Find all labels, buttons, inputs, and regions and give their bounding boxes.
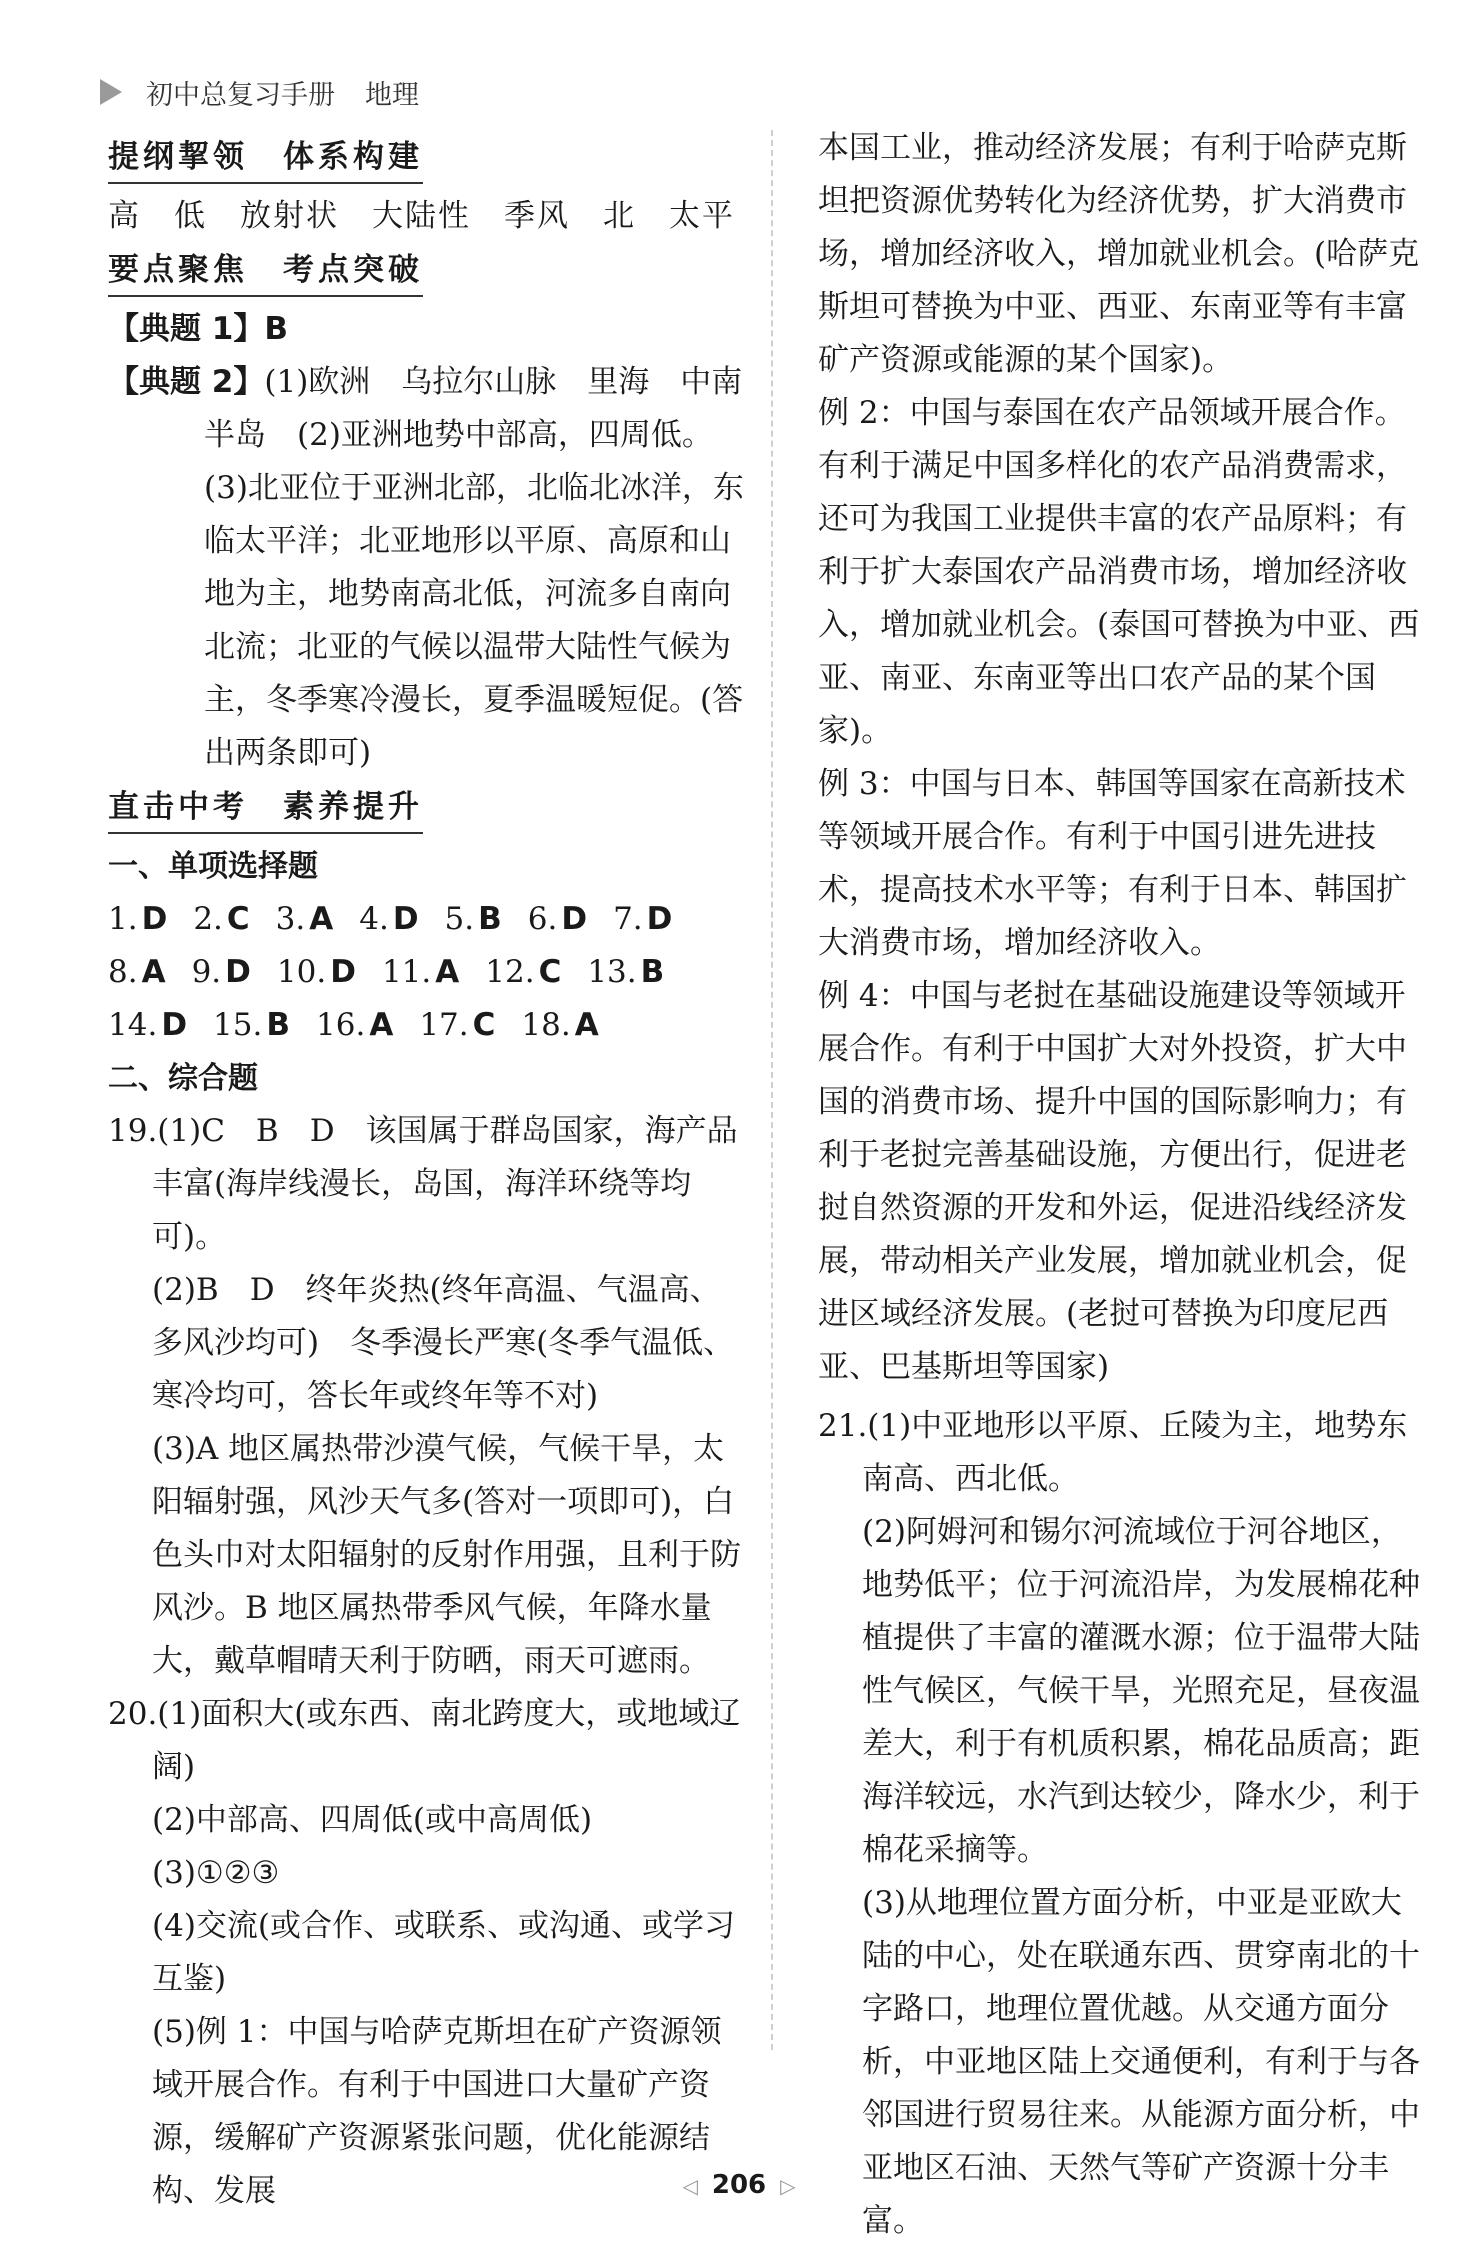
choice-letter: A bbox=[369, 1007, 394, 1043]
q20-part3: (3)①②③ bbox=[152, 1855, 280, 1891]
choice-number: 12. bbox=[485, 954, 535, 990]
choice-letter: A bbox=[141, 954, 166, 990]
right-arrow-icon: ▷ bbox=[780, 2174, 796, 2198]
choice-letter: A bbox=[435, 954, 460, 990]
choice-letter: A bbox=[574, 1007, 599, 1043]
choice-number: 4. bbox=[359, 901, 389, 937]
section-title-keypoints: 要点聚焦 考点突破 bbox=[108, 247, 423, 297]
choice-answers bbox=[108, 893, 748, 1052]
choice-answer bbox=[192, 946, 251, 999]
choice-letter: B bbox=[640, 954, 665, 990]
choice-number: 8. bbox=[108, 954, 138, 990]
q20-part2: (2)中部高、四周低(或中高周低) bbox=[152, 1802, 593, 1838]
choice-letter: C bbox=[226, 901, 250, 937]
choice-number: 3. bbox=[275, 901, 306, 937]
q21-part3: (3)从地理位置方面分析，中亚是亚欧大陆的中心，处在联通东西、贯穿南北的十字路口，地理位置优越。从交通方面分析，中亚地区陆上交通便利，有利于与各邻国进行贸易往来。从能源方面分析，中亚地区石油、天然气等矿产资源十分丰富。 bbox=[862, 1885, 1420, 2239]
q20-example4: 例 4：中国与老挝在基础设施建设等领域开展合作。有利于中国扩大对外投资，扩大中国的消费市场、提升中国的国际影响力；有利于老挝完善基础设施，方便出行，促进老挝自然资源的开发和外运，促进沿线经济发展，带动相关产业发展，增加就业机会，促进区域经济发展。(老挝可替换为印度尼西亚、巴基斯坦等国家) bbox=[818, 978, 1407, 1385]
left-arrow-icon: ◁ bbox=[682, 2174, 698, 2198]
choice-number: 15. bbox=[213, 1007, 263, 1043]
dian2-text2: (3)北亚位于亚洲北部，北临北冰洋，东临太平洋；北亚地形以平原、高原和山地为主，地势南高北低，河流多自南向北流；北亚的气候以温带大陆性气候为主，冬季寒冷漫长，夏季温暖短促。(答出两条即可) bbox=[204, 470, 744, 771]
left-column bbox=[108, 130, 748, 2218]
choice-letter: B bbox=[266, 1007, 290, 1043]
dian2-label: 【典题 2】 bbox=[108, 364, 265, 400]
q20-part5-cont: 本国工业，推动经济发展；有利于哈萨克斯坦把资源优势转化为经济优势，扩大消费市场，增加经济收入，增加就业机会。(哈萨克斯坦可替换为中亚、西亚、东南亚等有丰富矿产资源或能源的某个国家)。 bbox=[818, 130, 1420, 378]
choice-answer bbox=[316, 999, 393, 1052]
section-title-exam: 直击中考 素养提升 bbox=[108, 784, 423, 834]
choice-letter: C bbox=[538, 954, 562, 990]
choice-number: 17. bbox=[419, 1007, 469, 1043]
comp-title: 二、综合题 bbox=[108, 1061, 258, 1096]
choice-letter: D bbox=[392, 901, 419, 937]
choice-letter: A bbox=[309, 901, 334, 937]
choice-letter: D bbox=[225, 954, 251, 990]
choice-number: 11. bbox=[381, 954, 432, 990]
choice-letter: D bbox=[141, 901, 168, 937]
q19-part2: (2)B D 终年炎热(终年高温、气温高、多风沙均可) 冬季漫长严寒(冬季气温低、寒冷均可，答长年或终年等不对) bbox=[152, 1272, 735, 1414]
choice-number: 18. bbox=[521, 1007, 571, 1043]
choice-answer bbox=[587, 946, 664, 999]
choice-answer bbox=[193, 893, 249, 946]
q21-part1: 21.(1)中亚地形以平原、丘陵为主，地势东南高、西北低。 bbox=[818, 1408, 1408, 1497]
choice-number: 2. bbox=[193, 901, 223, 937]
choice-answer bbox=[485, 946, 561, 999]
choice-answer bbox=[382, 946, 459, 999]
choice-number: 6. bbox=[527, 901, 558, 937]
choice-number: 14. bbox=[108, 1007, 158, 1043]
choice-title: 一、单项选择题 bbox=[108, 849, 318, 884]
choice-answer bbox=[276, 893, 334, 946]
choice-answer bbox=[108, 893, 167, 946]
page-header bbox=[100, 68, 419, 116]
q20-example3: 例 3：中国与日本、韩国等国家在高新技术等领域开展合作。有利于中国引进先进技术，提高技术水平等；有利于日本、韩国扩大消费市场，增加经济收入。 bbox=[818, 766, 1407, 961]
choice-letter: D bbox=[161, 1007, 188, 1043]
dian2-text1: (1)欧洲 乌拉尔山脉 里海 中南半岛 (2)亚洲地势中部高，四周低。 bbox=[204, 364, 743, 453]
dian1-answer: B bbox=[264, 311, 289, 347]
dian1-label: 【典题 1】 bbox=[108, 311, 265, 347]
choice-letter: D bbox=[561, 901, 588, 937]
book-title: 初中总复习手册 bbox=[146, 79, 335, 111]
choice-number: 10. bbox=[276, 954, 327, 990]
page-number: 206 bbox=[711, 2170, 767, 2200]
q20-part1: 20.(1)面积大(或东西、南北跨度大，或地域辽阔) bbox=[108, 1696, 741, 1785]
right-column bbox=[818, 122, 1428, 2248]
choice-number: 5. bbox=[444, 901, 475, 937]
choice-letter: B bbox=[478, 901, 502, 937]
choice-number: 7. bbox=[613, 901, 643, 937]
column-divider bbox=[771, 130, 773, 2050]
choice-answer bbox=[613, 893, 672, 946]
dian2-line1 bbox=[108, 356, 748, 462]
q19-part3: (3)A 地区属热带沙漠气候，气候干旱，太阳辐射强，风沙天气多(答对一项即可)，白色头巾对太阳辐射的反射作用强，且利于防风沙。B 地区属热带季风气候，年降水量大，戴草帽晴天利于防晒，雨天可遮雨。 bbox=[152, 1431, 741, 1679]
choice-answer bbox=[277, 946, 356, 999]
q20-part4: (4)交流(或合作、或联系、或沟通、或学习互鉴) bbox=[152, 1908, 736, 1997]
blank-answers: 高 低 放射状 大陆性 季风 北 太平 bbox=[108, 198, 735, 234]
triangle-marker-icon bbox=[100, 79, 122, 105]
choice-letter: D bbox=[646, 901, 673, 937]
choice-number: 13. bbox=[587, 954, 637, 990]
dian1-line bbox=[108, 303, 748, 356]
q21-part2: (2)阿姆河和锡尔河流域位于河谷地区，地势低平；位于河流沿岸，为发展棉花种植提供了丰富的灌溉水源；位于温带大陆性气候区，气候干旱，光照充足，昼夜温差大，利于有机质积累，棉花品质高；距海洋较远，水汽到达较少，降水少，利于棉花采摘等。 bbox=[862, 1514, 1420, 1868]
choice-letter: D bbox=[330, 954, 356, 990]
choice-number: 9. bbox=[191, 954, 222, 990]
choice-answer bbox=[108, 946, 166, 999]
choice-answer bbox=[445, 893, 502, 946]
choice-letter: C bbox=[472, 1007, 496, 1043]
choice-answer bbox=[213, 999, 290, 1052]
q20-example2: 例 2：中国与泰国在农产品领域开展合作。有利于满足中国多样化的农产品消费需求，还可为我国工业提供丰富的农产品原料；有利于扩大泰国农产品消费市场，增加经济收入，增加就业机会。(泰国可替换为中亚、西亚、南亚、东南亚等出口农产品的某个国家)。 bbox=[818, 395, 1420, 749]
choice-answer bbox=[419, 999, 495, 1052]
choice-answer bbox=[528, 893, 587, 946]
subject-label: 地理 bbox=[365, 79, 419, 111]
choice-answer bbox=[521, 999, 598, 1052]
choice-number: 1. bbox=[108, 901, 138, 937]
q20-part5: (5)例 1：中国与哈萨克斯坦在矿产资源领域开展合作。有利于中国进口大量矿产资源，缓解矿产资源紧张问题，优化能源结构、发展 bbox=[152, 2014, 722, 2209]
choice-answer bbox=[359, 893, 418, 946]
page-footer bbox=[0, 2170, 1478, 2200]
choice-number: 16. bbox=[316, 1007, 366, 1043]
choice-answer bbox=[108, 999, 187, 1052]
q19-part1: 19.(1)C B D 该国属于群岛国家，海产品丰富(海岸线漫长，岛国，海洋环绕等均可)。 bbox=[108, 1113, 738, 1255]
section-title-outline: 提纲挈领 体系构建 bbox=[108, 134, 423, 184]
